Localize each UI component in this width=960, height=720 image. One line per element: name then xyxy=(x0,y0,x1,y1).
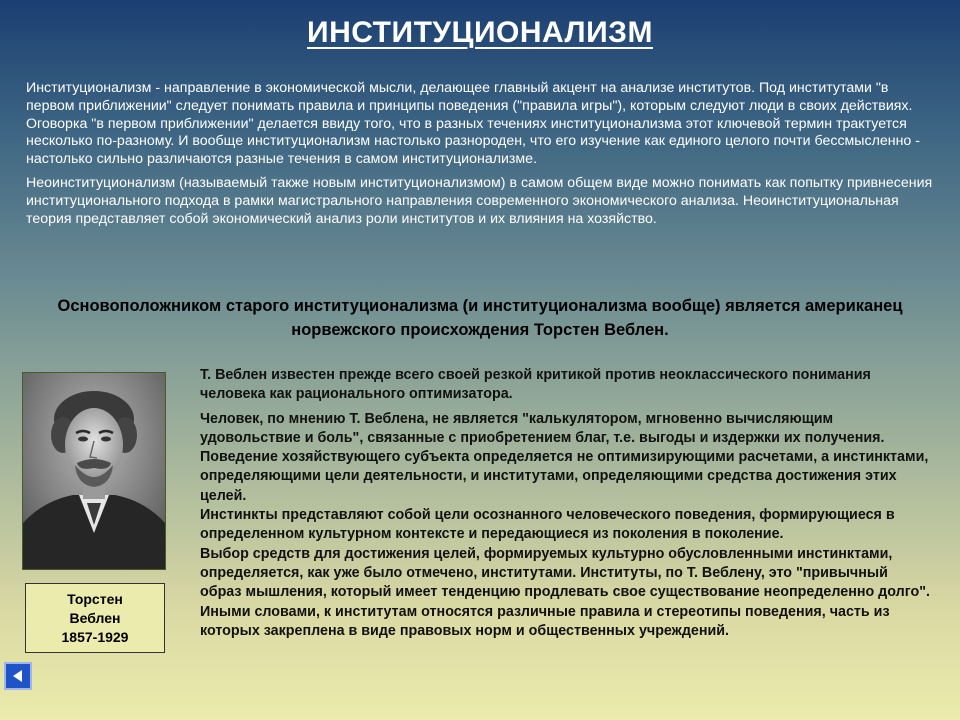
paragraph-institutions: Выбор средств для достижения целей, формируемых культурно обусловленными инстинктами, определяется, как уже было отмечено, институтами. Институты, по Т. Веблену, это "привычный образ мышления, который имеет тенденцию продлевать свое существование неопределенно долго". xyxy=(200,545,930,601)
founder-statement: Основоположником старого институционализма (и институционализма вообще) является американец норвежского происхождения Торстен Веблен. xyxy=(57,297,903,339)
paragraph-instincts: Инстинкты представляют собой цели осознанного человеческого поведения, формирующиеся в определенном культурном контексте и передающиеся из поколения в поколение. xyxy=(200,507,895,543)
intro-paragraph-institutionalism: Институционализм - направление в экономической мысли, делающее главный акцент на анализе институтов. Под институтами "в первом приближении" следует понимать правила и принципы поведения ("правила игры"), которым следуют люди в своих действиях. Оговорка "в первом приближении" делается ввиду того, что в разных течениях институционализма этот ключевой термин трактуется несколько по-разному. И вообще институционализм настолько разнороден, что его изучение как единого целого почти бессмысленно - настолько сильно различаются разные течения в самом институционализме. xyxy=(26,80,920,168)
intro-section xyxy=(26,80,936,234)
portrait-caption xyxy=(25,583,165,653)
back-button[interactable] xyxy=(4,662,32,690)
veblen-portrait xyxy=(22,372,166,570)
back-arrow-icon xyxy=(10,668,26,684)
paragraph-criticism: Т. Веблен известен прежде всего своей резкой критикой против неоклассического понимания человека как рационального оптимизатора. xyxy=(200,367,871,403)
intro-paragraph-neoinstitutionalism: Неоинституционализм (называемый также новым институционализмом) в самом общем виде можно понимать как попытку привнесения институционального подхода в рамки магистрального направления современного экономического анализа. Неоинституциональная теория представляет собой экономический анализ роли институтов и их влияния на хозяйство. xyxy=(26,174,933,227)
veblen-description xyxy=(200,366,930,641)
paragraph-rules: Иными словами, к институтам относятся различные правила и стереотипы поведения, часть из которых закреплена в виде правовых норм и общественных учреждений. xyxy=(200,603,890,639)
caption-first-name: Торстен xyxy=(67,591,123,607)
caption-years: 1857-1929 xyxy=(61,629,129,645)
paragraph-calculator: Человек, по мнению Т. Веблена, не является "калькулятором, мгновенно вычисляющим удовольствие и боль", связанные с приобретением благ, т.е. выгоды и издержки их получения. Поведение хозяйствующего субъекта определяется не оптимизирующими расчетами, а инстинктами, определяющими цели деятельности, и институтами, определяющими средства достижения этих целей. xyxy=(200,410,929,504)
slide-title xyxy=(0,16,960,50)
slide-title-text: ИНСТИТУЦИОНАЛИЗМ xyxy=(307,16,653,49)
caption-last-name: Веблен xyxy=(69,610,121,626)
portrait-image xyxy=(23,373,165,569)
